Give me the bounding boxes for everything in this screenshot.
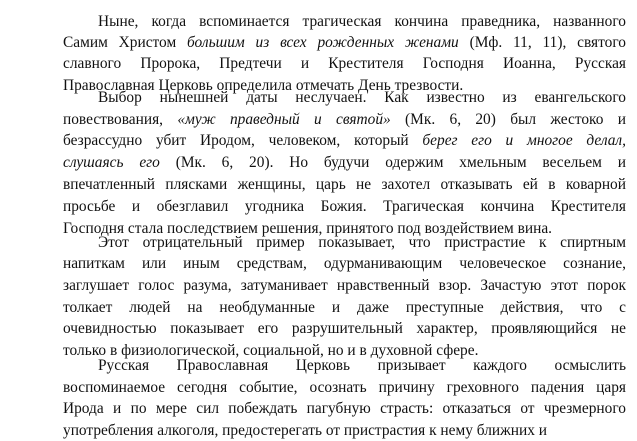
text-run: славного Пророка, Предтечи и Крестителя Господня Иоанна, Русская (63, 55, 626, 72)
text-line (63, 298, 626, 318)
text-run: Господня стала последствием решения, принятого под воздействием вина. (63, 220, 553, 237)
italic-quote: слушаясь его (63, 154, 160, 171)
text-run: толкает людей на необдуманные и даже преступные действия, что с (63, 299, 626, 316)
text-line (98, 356, 626, 376)
text-run: (Мк. 6, 20). Но будучи одержим хмельным весельем и (159, 154, 627, 171)
text-run: Самим Христом (63, 34, 188, 51)
text-run: употребления алкоголя, предостерегать от пристрастия к нему ближних и (63, 422, 548, 439)
italic-quote: «муж праведный и святой» (177, 111, 391, 128)
text-run: повествования, (63, 111, 178, 128)
italic-quote: берег его и многое делал, (422, 132, 626, 149)
text-line (63, 110, 626, 130)
text-line (63, 276, 626, 296)
text-run: воспоминаемое сегодня событие, осознать причину греховного падения царя (63, 379, 626, 396)
text-run: (Мф. 11, 11), святого (458, 34, 626, 51)
text-line (98, 88, 626, 108)
text-run: заглушает голос разума, затуманивает нравственный взор. Зачастую этот порок (63, 277, 626, 294)
text-line (63, 319, 626, 339)
text-line (98, 12, 626, 32)
text-run: Православная Церковь определила отмечать День трезвости. (63, 77, 464, 94)
text-line (63, 197, 626, 217)
text-run: напиткам или иным средствам, одурманивающим человеческое сознание, (63, 255, 626, 272)
text-line (63, 54, 626, 74)
text-run: Ирода и по мере сил побеждать пагубную страсть: отказаться от чрезмерного (63, 400, 626, 417)
text-line (98, 233, 626, 253)
text-line (63, 421, 626, 441)
text-run: впечатленный плясками женщины, царь не захотел отказывать ей в коварной (63, 176, 626, 193)
text-line (63, 175, 626, 195)
text-run: безрассудно убит Иродом, человеком, который (63, 132, 423, 149)
text-run: Выбор нынешней даты неслучаен. Как известно из евангельского (98, 89, 626, 106)
text-run: (Мк. 6, 20) был жестоко и (390, 111, 627, 128)
text-line (63, 131, 626, 151)
text-run: очевидностью показывает его разрушительный характер, проявляющийся не (63, 320, 626, 337)
text-line (63, 378, 626, 398)
text-run: только в физиологической, социальной, но и в духовной сфере. (63, 342, 479, 359)
italic-quote: большим из всех рожденных женами (187, 34, 459, 51)
text-run: Этот отрицательный пример показывает, что пристрастие к спиртным (98, 234, 626, 251)
text-run: Русская Православная Церковь призывает каждого осмыслить (98, 357, 626, 374)
text-line (63, 399, 626, 419)
text-line (63, 153, 626, 173)
text-line (63, 33, 626, 53)
text-line (63, 254, 626, 274)
text-run: просьбе и обезглавил угодника Божия. Трагическая кончина Крестителя (63, 198, 626, 215)
text-run: Ныне, когда вспоминается трагическая кончина праведника, названного (98, 13, 626, 30)
